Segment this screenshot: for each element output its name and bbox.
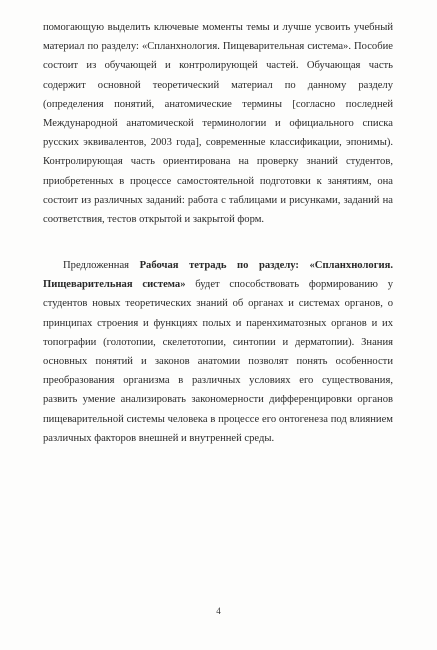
paragraph-indent [43,260,63,271]
paragraph-lead-text: Предложенная [63,260,140,271]
paragraph-workbook-structure: помогающую выделить ключевые моменты темы и лучше усвоить учебный материал по разделу: «Спланхнология. Пищеварительная система». Пособие состоит из обучающей и контролирующей частей. Обучающая часть содержит основной теоретический материал по данному разделу (определения понятий, анатомические термины [согласно последней Международной анатомической терминологии и официального списка русских эквивалентов, 2003 года], современные классификации, эпонимы). Контролирующая часть ориентирована на проверку знаний студентов, приобретенных в процессе самостоятельной подготовки к занятиям, она состоит из различных заданий: работа с таблицами и рисунками, заданий на соответствия, тестов открытой и закрытой форм. [43,22,393,226]
paragraph-body-text: будет способствовать формированию у студентов новых теоретических знаний об органах и системах органов, о принципах строения и функциях полых и паренхиматозных органов и их топографии (голотопии, скелетотопии, синтопии и дерматопии). Знания основных понятий и законов анатомии позволят понять особенности преобразования организма в различных условиях его существования, развить умение анализировать закономерности дифференцировки органов пищеварительной системы человека в процессе его онтогенеза под влиянием различных факторов внешней и внутренней среды. [43,279,393,444]
paragraph-workbook-purpose [43,256,393,448]
workbook-title-bold: Рабочая тетрадь по разделу: «Спланхнология. Пищеварительная система» [43,260,393,291]
page-number: 4 [216,606,221,616]
